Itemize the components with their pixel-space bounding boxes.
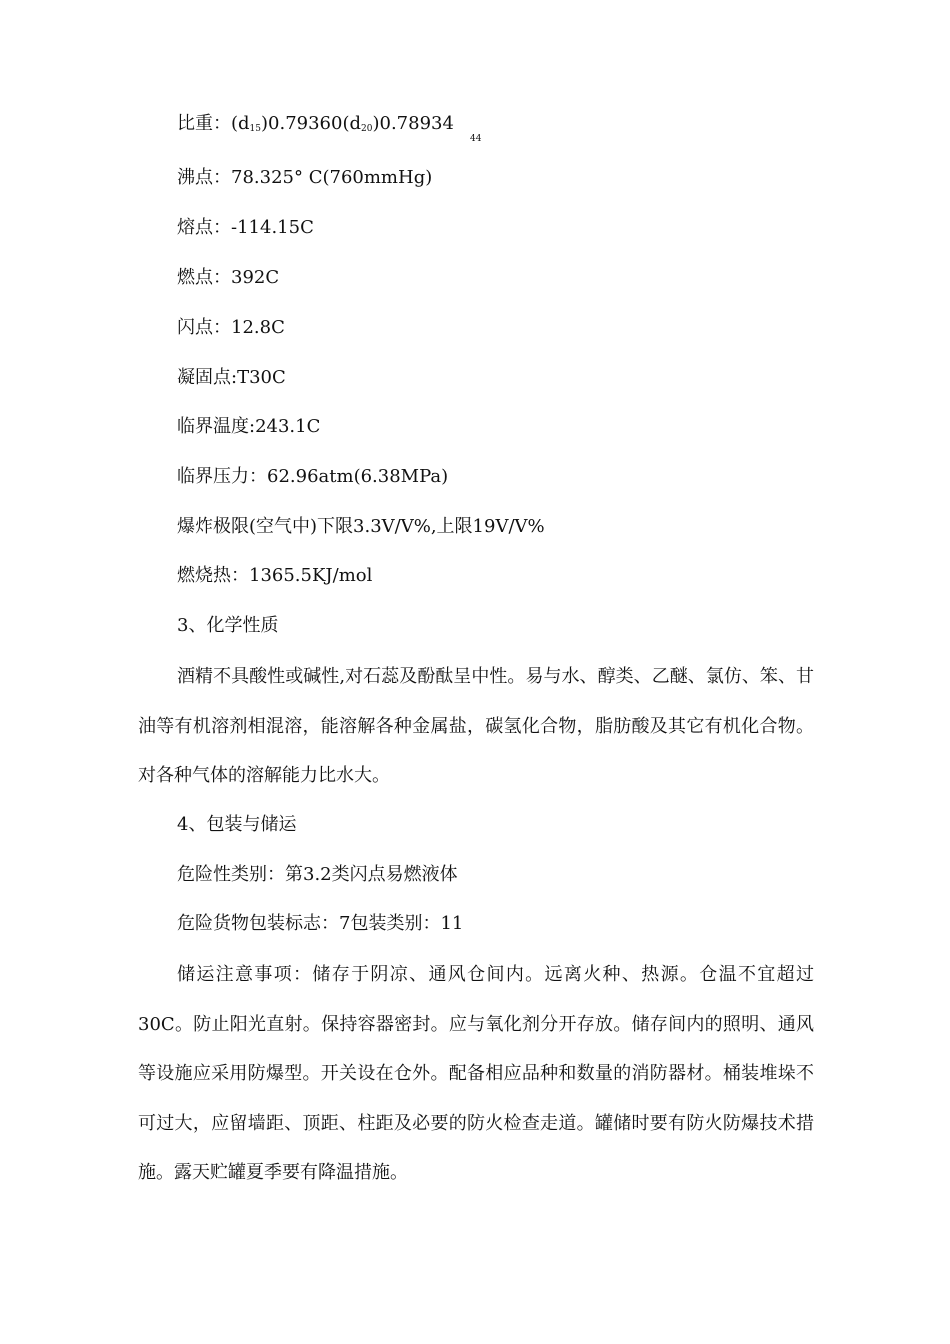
- section-3-heading: 3、化学性质: [177, 615, 279, 636]
- section-3-body: 酒精不具酸性或碱性,对石蕊及酚酞呈中性。易与水、醇类、乙醚、氯仿、笨、甘油等有机溶剂相混溶，能溶解各种金属盐，碳氢化合物，脂肪酸及其它有机化合物。对各种气体的溶解能力比水大。: [138, 666, 814, 786]
- package-mark-line: 危险货物包装标志：7包装类别：11: [177, 913, 464, 934]
- property-flash-point: 闪点：12.8C: [177, 317, 285, 338]
- footnote-mark: 44: [470, 134, 482, 144]
- specific-gravity-value-2: )0.78934: [372, 113, 454, 134]
- hazard-class-line: 危险性类别：第3.2类闪点易燃液体: [177, 864, 458, 885]
- specific-gravity-value-1: )0.79360(d: [261, 113, 362, 134]
- specific-gravity-sub-20: 20: [361, 124, 373, 134]
- specific-gravity-line: [177, 112, 454, 141]
- property-heat-of-combustion: 燃烧热：1365.5KJ/mol: [177, 565, 373, 586]
- specific-gravity-open: (d: [231, 113, 250, 134]
- property-critical-pressure: 临界压力：62.96atm(6.38MPa): [177, 466, 449, 487]
- property-explosion-limits: 爆炸极限(空气中)下限3.3V/V%,上限19V/V%: [177, 516, 545, 537]
- specific-gravity-label: 比重：: [177, 113, 231, 134]
- specific-gravity-sub-15: 15: [249, 124, 261, 134]
- property-freezing-point: 凝固点:T30C: [177, 367, 286, 388]
- property-ignition-point: 燃点：392C: [177, 267, 280, 288]
- property-melting-point: 熔点：-114.15C: [177, 217, 314, 238]
- storage-precautions-paragraph: 储运注意事项：储存于阴凉、通风仓间内。远离火种、热源。仓温不宜超过30C。防止阳光直射。保持容器密封。应与氧化剂分开存放。储存间内的照明、通风等设施应采用防爆型。开关设在仓外。配备相应品种和数量的消防器材。桶装堆垛不可过大，应留墙距、顶距、柱距及必要的防火检查走道。罐储时要有防火防爆技术措施。露天贮罐夏季要有降温措施。: [138, 964, 814, 1183]
- property-boiling-point: 沸点：78.325° C(760mmHg): [177, 167, 433, 188]
- property-critical-temperature: 临界温度:243.1C: [177, 416, 321, 437]
- section-4-heading: 4、包装与储运: [177, 814, 297, 835]
